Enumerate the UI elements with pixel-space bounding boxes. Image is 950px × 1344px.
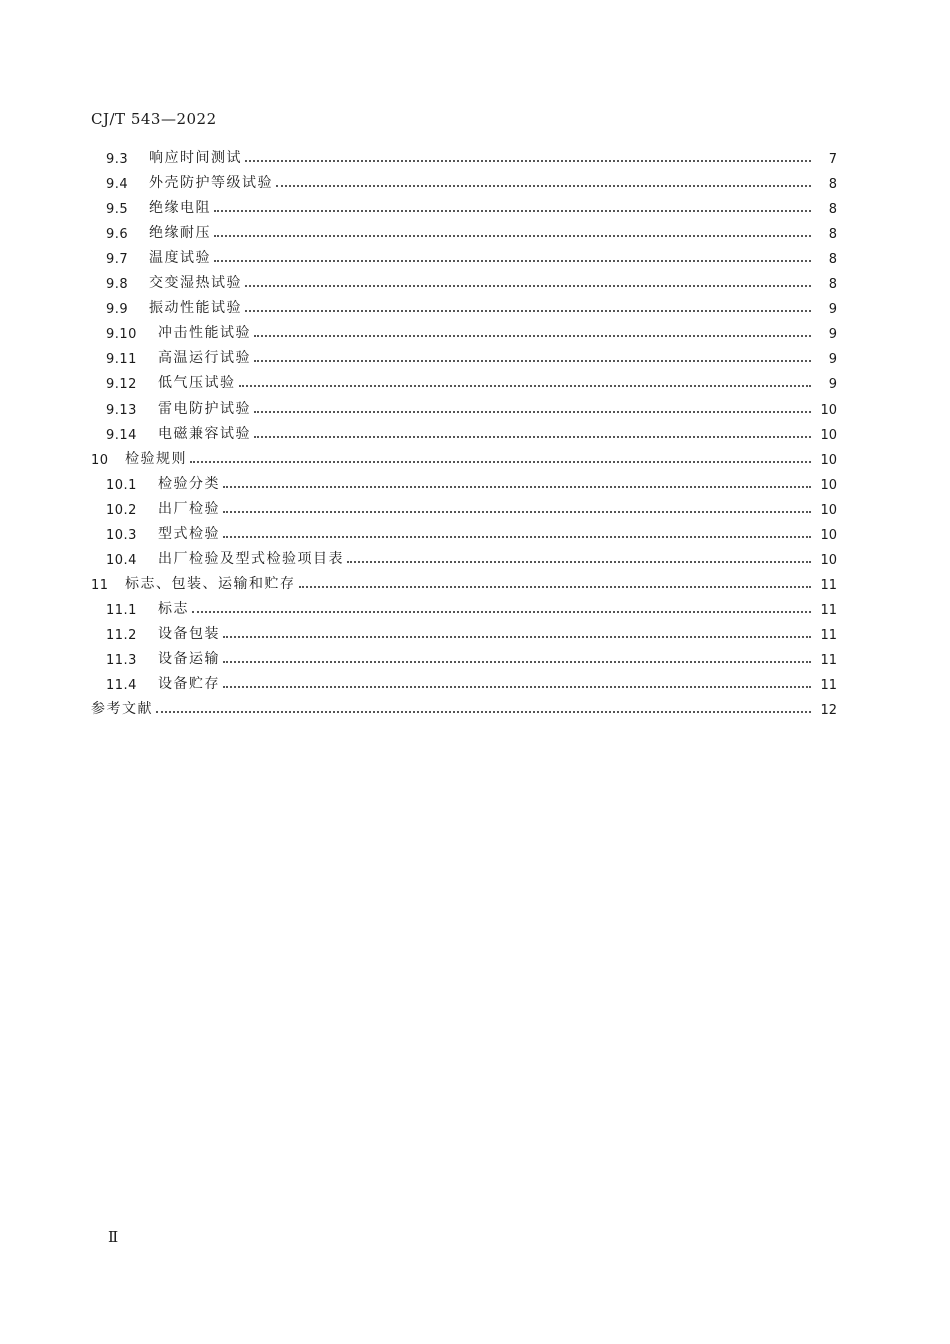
toc-dot-leader xyxy=(245,159,811,162)
toc-entry[interactable] xyxy=(106,546,837,568)
toc-entry-title: 交变湿热试验 xyxy=(149,275,242,292)
toc-dot-leader xyxy=(214,259,811,262)
toc-dot-leader xyxy=(156,710,811,713)
toc-entry-page: 10 xyxy=(820,502,837,518)
toc-entry-title: 检验规则 xyxy=(125,450,187,467)
toc-entry-title: 高温运行试验 xyxy=(158,350,251,367)
toc-entry-number: 9.5 xyxy=(106,202,129,218)
toc-entry-number: 9.11 xyxy=(106,352,137,368)
toc-dot-leader xyxy=(347,560,811,563)
toc-entry-page: 11 xyxy=(820,627,837,643)
toc-entry-title: 设备贮存 xyxy=(158,676,220,693)
toc-dot-leader xyxy=(299,585,812,588)
toc-entry-page: 8 xyxy=(828,227,837,243)
toc-entry-title: 参考文献 xyxy=(91,701,153,718)
toc-entry-title: 温度试验 xyxy=(149,250,211,267)
toc-entry-page: 10 xyxy=(820,427,837,443)
toc-entry-number: 9.8 xyxy=(106,277,129,293)
toc-dot-leader xyxy=(254,410,811,413)
toc-entry[interactable] xyxy=(106,170,837,192)
toc-dot-leader xyxy=(254,334,811,337)
toc-entry[interactable] xyxy=(106,320,837,342)
toc-dot-leader xyxy=(276,184,811,187)
toc-entry-title: 低气压试验 xyxy=(158,375,236,392)
toc-dot-leader xyxy=(214,234,811,237)
toc-entry-title: 振动性能试验 xyxy=(149,300,242,317)
toc-entry-title: 检验分类 xyxy=(158,475,220,492)
toc-dot-leader xyxy=(223,485,811,488)
toc-entry-title: 出厂检验 xyxy=(158,500,220,517)
toc-dot-leader xyxy=(223,635,811,638)
toc-entry-number: 9.6 xyxy=(106,227,129,243)
toc-entry-title: 型式检验 xyxy=(158,525,220,542)
toc-entry[interactable] xyxy=(106,195,837,217)
toc-entry-title: 响应时间测试 xyxy=(149,150,242,166)
toc-dot-leader xyxy=(239,384,812,387)
toc-dot-leader xyxy=(223,510,811,513)
toc-entry-page: 10 xyxy=(820,527,837,543)
toc-entry-page: 8 xyxy=(828,252,837,268)
toc-entry-number: 10.4 xyxy=(106,552,137,568)
toc-entry-title: 标志 xyxy=(158,600,189,617)
toc-entry-number: 9.3 xyxy=(106,152,129,167)
toc-dot-leader xyxy=(245,284,811,287)
toc-entry-number: 11.4 xyxy=(106,678,137,694)
toc-entry-page: 8 xyxy=(828,177,837,193)
toc-entry-page: 11 xyxy=(820,678,837,694)
toc-entry-title: 外壳防护等级试验 xyxy=(149,175,273,192)
toc-entry[interactable] xyxy=(106,370,837,392)
toc-entry-number: 9.13 xyxy=(106,402,137,418)
toc-entry-number: 10.1 xyxy=(106,477,137,493)
toc-entry-page: 10 xyxy=(820,402,837,418)
toc-entry-page: 12 xyxy=(820,703,837,719)
toc-entry-number: 9.9 xyxy=(106,302,129,318)
toc-entry-page: 10 xyxy=(820,452,837,468)
toc-entry-title: 出厂检验及型式检验项目表 xyxy=(158,550,344,567)
toc-entry-page: 10 xyxy=(820,477,837,493)
toc-entry-page: 9 xyxy=(828,352,837,368)
toc-entry-title: 雷电防护试验 xyxy=(158,400,251,417)
toc-entry[interactable] xyxy=(106,421,837,443)
toc-entry-title: 设备运输 xyxy=(158,651,220,667)
toc-entry[interactable] xyxy=(106,646,837,668)
toc-entry[interactable] xyxy=(106,295,837,317)
toc-dot-leader xyxy=(223,660,811,663)
toc-entry-number: 11.2 xyxy=(106,627,137,643)
toc-entry[interactable] xyxy=(106,596,837,618)
toc-entry-page: 9 xyxy=(828,302,837,318)
toc-entry-page: 7 xyxy=(828,152,837,167)
toc-entry-title: 冲击性能试验 xyxy=(158,325,251,342)
toc-dot-leader xyxy=(190,460,811,463)
toc-entry-number: 9.4 xyxy=(106,177,129,193)
toc-entry-title: 电磁兼容试验 xyxy=(158,425,251,442)
toc-entry[interactable] xyxy=(106,245,837,267)
toc-entry-page: 8 xyxy=(828,202,837,218)
toc-entry[interactable] xyxy=(106,671,837,693)
toc-entry[interactable] xyxy=(91,571,837,593)
toc-entry-number: 9.12 xyxy=(106,377,137,393)
toc-dot-leader xyxy=(254,359,811,362)
toc-dot-leader xyxy=(245,309,811,312)
toc-entry-number: 11.3 xyxy=(106,653,137,668)
toc-entry[interactable] xyxy=(91,696,837,718)
toc-entry-page: 9 xyxy=(828,327,837,343)
toc-entry-page: 11 xyxy=(820,653,837,668)
toc-entry[interactable] xyxy=(106,621,837,643)
toc-dot-leader xyxy=(214,209,811,212)
toc-entry[interactable] xyxy=(106,345,837,367)
toc-entry[interactable] xyxy=(106,496,837,518)
toc-entry-page: 10 xyxy=(820,552,837,568)
toc-entry[interactable] xyxy=(106,220,837,242)
toc-entry-title: 绝缘电阻 xyxy=(149,200,211,217)
toc-entry-title: 标志、包装、运输和贮存 xyxy=(125,575,296,592)
toc-dot-leader xyxy=(223,685,811,688)
toc-entry-page: 11 xyxy=(820,602,837,618)
toc-entry-number: 11 xyxy=(91,577,109,593)
toc-entry-number: 11.1 xyxy=(106,602,137,618)
toc-dot-leader xyxy=(254,435,811,438)
toc-entry[interactable] xyxy=(106,145,837,167)
toc-entry-page: 8 xyxy=(828,277,837,293)
toc-entry-number: 10 xyxy=(91,452,109,468)
toc-entry-number: 9.14 xyxy=(106,427,137,443)
document-code: CJ/T 543—2022 xyxy=(91,110,217,128)
toc-entry-number: 9.10 xyxy=(106,327,137,343)
toc-entry[interactable] xyxy=(106,471,837,493)
toc-entry-number: 10.2 xyxy=(106,502,137,518)
toc-dot-leader xyxy=(223,535,811,538)
toc-entry-page: 11 xyxy=(820,577,837,593)
page-number: Ⅱ xyxy=(108,1228,119,1246)
toc-entry-title: 设备包装 xyxy=(158,625,220,642)
toc-entry-title: 绝缘耐压 xyxy=(149,225,211,242)
toc-entry[interactable] xyxy=(91,446,837,468)
toc-dot-leader xyxy=(192,610,811,613)
toc-entry[interactable] xyxy=(106,521,837,543)
toc-entry[interactable] xyxy=(106,270,837,292)
toc-entry-number: 10.3 xyxy=(106,527,137,543)
toc-entry-number: 9.7 xyxy=(106,252,129,268)
toc-entry[interactable] xyxy=(106,396,837,418)
toc-entry-page: 9 xyxy=(828,377,837,393)
